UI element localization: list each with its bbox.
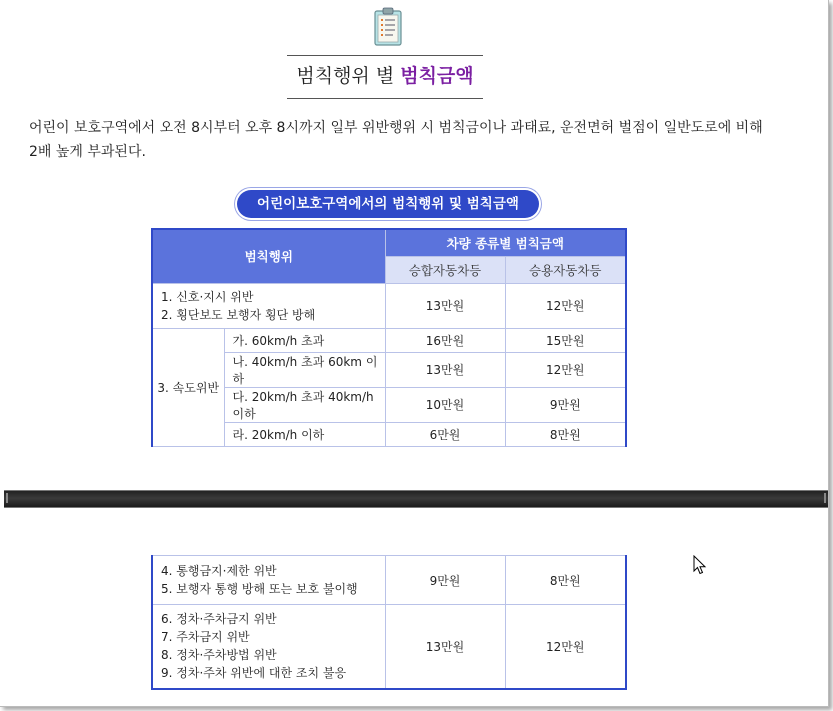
fine-car: 15만원 <box>505 328 626 352</box>
fine-car: 8만원 <box>505 422 626 446</box>
fine-car: 9만원 <box>505 387 626 422</box>
violation-line: 9. 정차·주차 위반에 대한 조치 불응 <box>161 666 347 681</box>
fine-passenger: 9만원 <box>385 556 505 605</box>
table-row <box>152 352 626 387</box>
header-violation: 범칙행위 <box>152 229 385 283</box>
intro-line-1: 어린이 보호구역에서 오전 8시부터 오후 8시까지 일부 위반행위 시 범칙금이나 과태료, 운전면허 벌점이 일반도로에 비해 <box>29 120 763 136</box>
speed-item: 나. 40km/h 초과 60km 이하 <box>224 352 385 387</box>
table-row <box>152 556 626 605</box>
fines-table-bottom <box>151 555 627 690</box>
page-title <box>287 55 483 99</box>
fines-table-top <box>151 228 627 447</box>
fine-passenger: 16만원 <box>385 328 505 352</box>
fine-passenger: 13만원 <box>385 605 505 689</box>
header-vehicle-group: 차량 종류별 범칙금액 <box>385 229 626 256</box>
fine-passenger: 10만원 <box>385 387 505 422</box>
speed-item: 다. 20km/h 초과 40km/h 이하 <box>224 387 385 422</box>
intro-paragraph <box>29 116 789 164</box>
fine-passenger: 6만원 <box>385 422 505 446</box>
title-normal: 범칙행위 별 <box>296 65 395 87</box>
fine-car: 12만원 <box>505 283 626 328</box>
header-passenger-vehicle: 승합자동차등 <box>385 256 505 283</box>
violation-line: 5. 보행자 통행 방해 또는 보호 불이행 <box>161 582 358 596</box>
table-row <box>152 605 626 689</box>
speed-item: 가. 60km/h 초과 <box>224 328 385 352</box>
table-row <box>152 283 626 328</box>
mouse-cursor-icon <box>693 555 707 575</box>
violation-cell <box>152 283 385 328</box>
fine-car: 12만원 <box>505 605 626 689</box>
page-split-divider <box>4 490 828 508</box>
violation-line: 4. 통행금지·제한 위반 <box>161 564 277 578</box>
violation-cell <box>152 605 385 689</box>
clipboard-icon <box>373 6 403 46</box>
violation-line: 8. 정차·주차방법 위반 <box>161 648 277 663</box>
table-row <box>152 387 626 422</box>
intro-line-2: 2배 높게 부과된다. <box>29 144 146 160</box>
speed-item: 라. 20km/h 이하 <box>224 422 385 446</box>
violation-cell <box>152 556 385 605</box>
table-row <box>152 328 626 352</box>
violation-line: 1. 신호·지시 위반 <box>161 289 254 304</box>
speed-violation-label: 3. 속도위반 <box>152 328 224 446</box>
table-row <box>152 422 626 446</box>
fine-passenger: 13만원 <box>385 352 505 387</box>
title-accent: 범칙금액 <box>400 65 474 87</box>
fine-car: 12만원 <box>505 352 626 387</box>
header-car: 승용자동차등 <box>505 256 626 283</box>
violation-line: 7. 주차금지 위반 <box>161 630 250 645</box>
table-title-badge: 어린이보호구역에서의 범칙행위 및 범칙금액 <box>237 190 539 218</box>
fine-car: 8만원 <box>505 556 626 605</box>
violation-line: 6. 정차·주차금지 위반 <box>161 612 277 627</box>
violation-line: 2. 횡단보도 보행자 횡단 방해 <box>161 307 316 322</box>
fine-passenger: 13만원 <box>385 283 505 328</box>
